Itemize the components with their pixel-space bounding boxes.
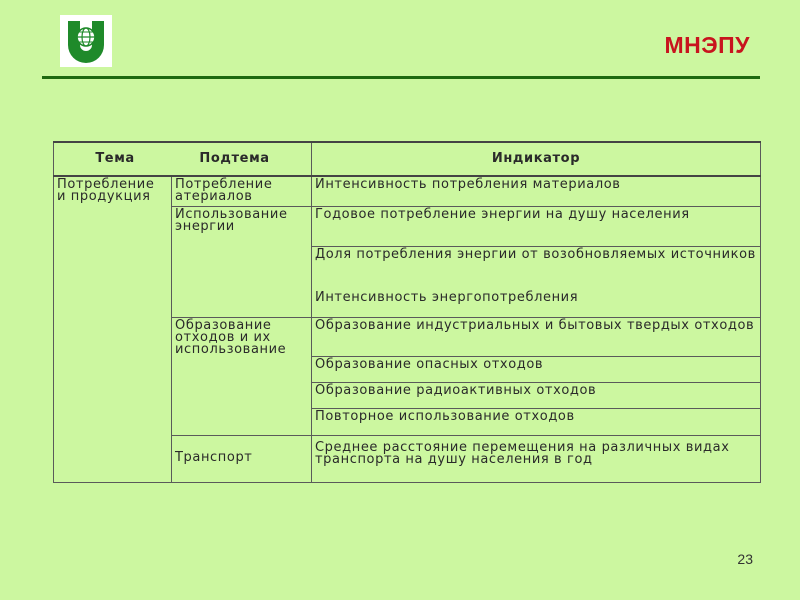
- indicator-cell: Повторное использование отходов: [312, 408, 761, 435]
- indicator-cell: [312, 246, 761, 290]
- brand-title: МНЭПУ: [664, 32, 750, 58]
- indicator-cell: Образование индустриальных и бытовых твердых отходов: [312, 317, 761, 356]
- indicators-table: [53, 141, 761, 483]
- university-logo: [60, 15, 112, 67]
- header-subtheme: Подтема: [199, 151, 270, 166]
- page-number: 23: [737, 551, 753, 567]
- header-theme: Тема: [95, 151, 135, 166]
- header-divider: [42, 76, 760, 79]
- table-row: [54, 176, 761, 206]
- indicator-cell: Среднее расстояние перемещения на различных видах транспорта на душу населения в год: [312, 435, 761, 482]
- subtheme-cell: Транспорт: [172, 435, 312, 482]
- subtheme-cell: Потребление атериалов: [172, 176, 312, 206]
- indicator-cell: Интенсивность энергопотребления: [312, 290, 761, 317]
- indicator-cell: Интенсивность потребления материалов: [312, 176, 761, 206]
- indicator-text: Доля потребления энергии от возобновляемых источников: [315, 246, 756, 262]
- theme-cell: Потребление и продукция: [54, 176, 172, 482]
- indicator-cell: Образование опасных отходов: [312, 356, 761, 382]
- header-theme-subtheme: [54, 142, 312, 176]
- indicator-cell: Годовое потребление энергии на душу населения: [312, 206, 761, 246]
- subtheme-cell: Образование отходов и их использование: [172, 317, 312, 435]
- subtheme-cell: Использование энергии: [172, 206, 312, 317]
- header-indicator: Индикатор: [312, 142, 761, 176]
- indicator-cell: Образование радиоактивных отходов: [312, 382, 761, 408]
- table-header-row: [54, 142, 761, 176]
